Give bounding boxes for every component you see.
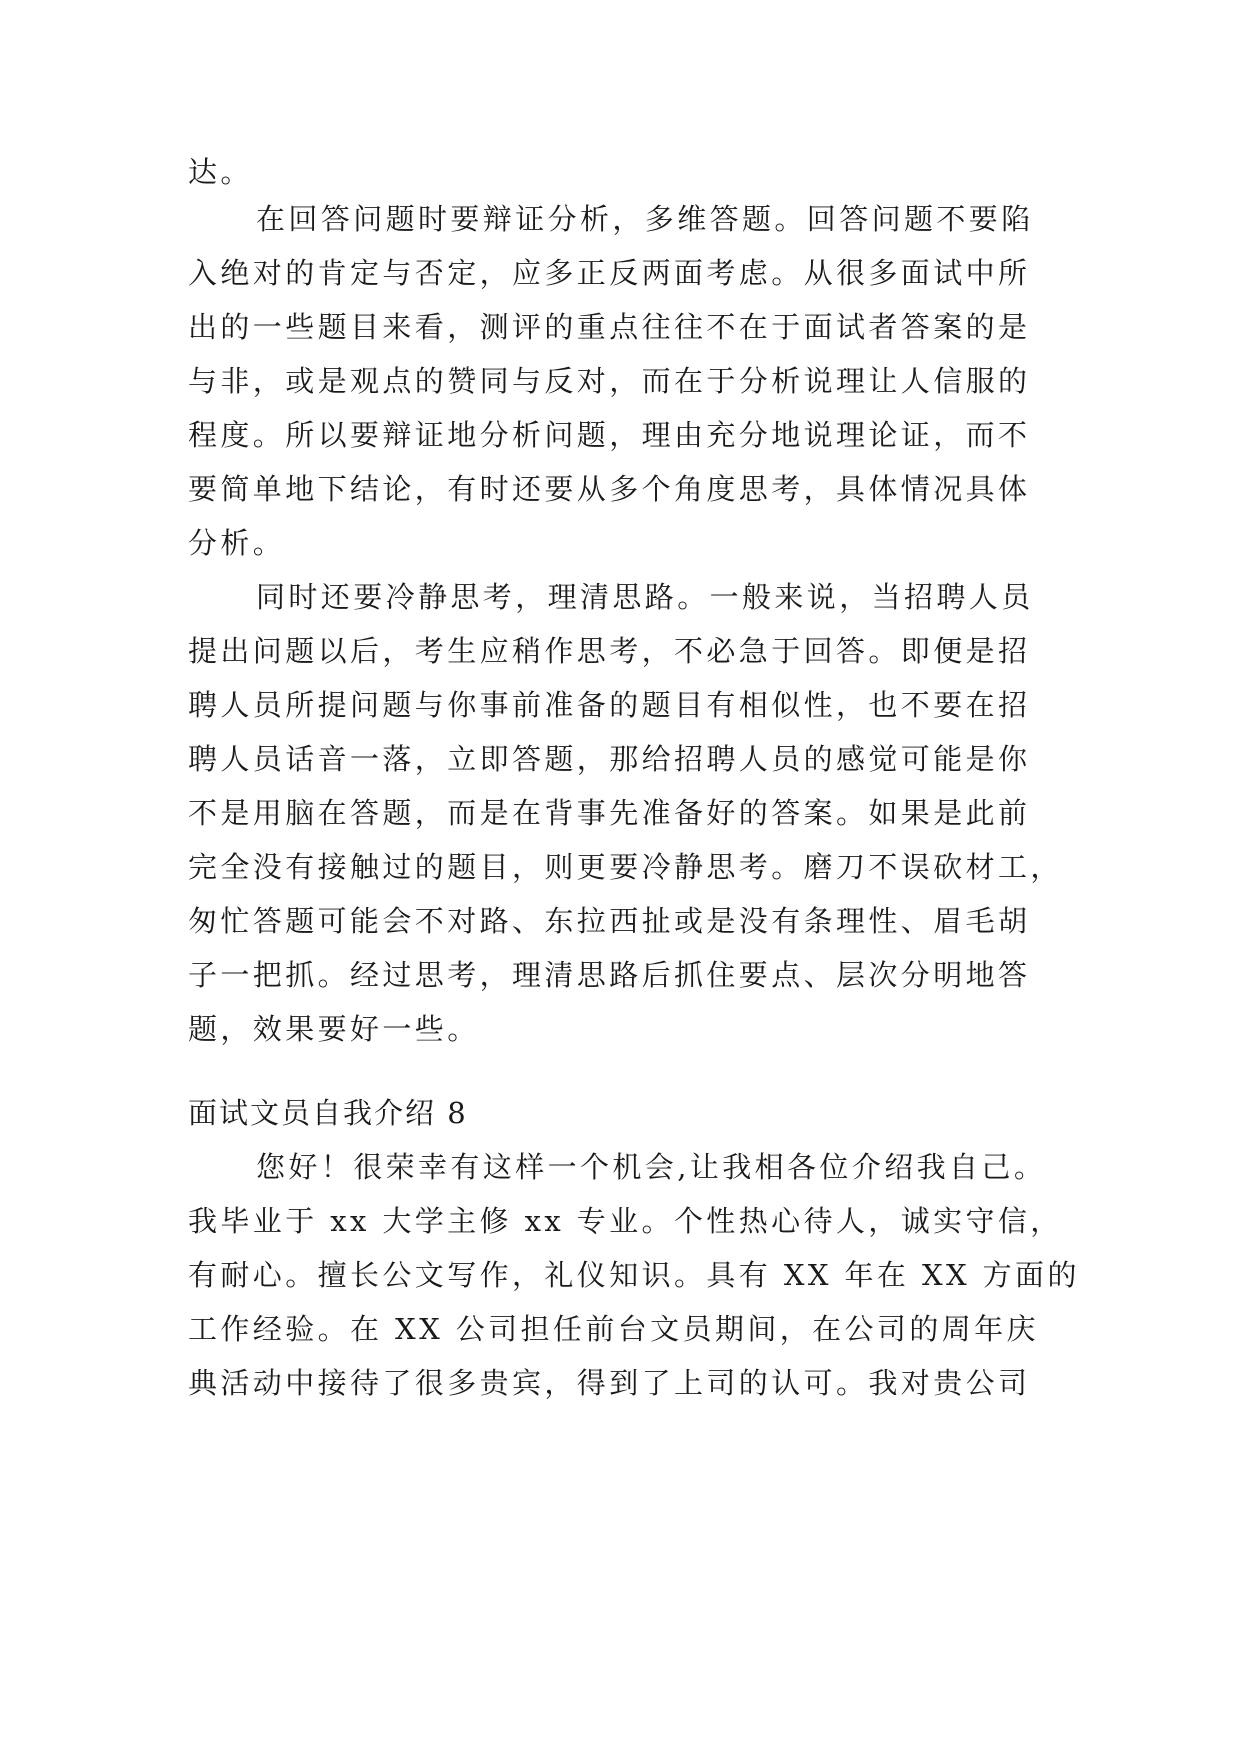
paragraph-line: 提出问题以后，考生应稍作思考，不必急于回答。即便是招 — [188, 634, 1031, 668]
paragraph-line: 我毕业于 xx 大学主修 xx 专业。个性热心待人，诚实守信， — [188, 1204, 1063, 1238]
paragraph-line: 达。 — [188, 155, 253, 189]
paragraph-line: 子一把抓。经过思考，理清思路后抓住要点、层次分明地答 — [188, 958, 1031, 992]
paragraph-line: 分析。 — [188, 526, 286, 560]
paragraph-line: 题，效果要好一些。 — [188, 1012, 480, 1046]
paragraph-line: 入绝对的肯定与否定，应多正反两面考虑。从很多面试中所 — [188, 256, 1031, 290]
paragraph-line: 在回答问题时要辩证分析，多维答题。回答问题不要陷 — [256, 202, 1034, 236]
paragraph-line: 您好！很荣幸有这样一个机会,让我相各位介绍我自己。 — [256, 1150, 1047, 1184]
paragraph-line: 与非，或是观点的赞同与反对，而在于分析说理让人信服的 — [188, 364, 1031, 398]
paragraph-line: 聘人员所提问题与你事前准备的题目有相似性，也不要在招 — [188, 688, 1031, 722]
paragraph-line: 出的一些题目来看，测评的重点往往不在于面试者答案的是 — [188, 310, 1031, 344]
paragraph-line: 程度。所以要辩证地分析问题，理由充分地说理论证，而不 — [188, 418, 1031, 452]
paragraph-line: 聘人员话音一落，立即答题，那给招聘人员的感觉可能是你 — [188, 742, 1031, 776]
paragraph-line: 工作经验。在 XX 公司担任前台文员期间，在公司的周年庆 — [188, 1312, 1039, 1346]
paragraph-line: 要简单地下结论，有时还要从多个角度思考，具体情况具体 — [188, 472, 1031, 506]
paragraph-line: 同时还要冷静思考，理清思路。一般来说，当招聘人员 — [256, 580, 1034, 614]
paragraph-line: 典活动中接待了很多贵宾，得到了上司的认可。我对贵公司 — [188, 1366, 1031, 1400]
section-heading: 面试文员自我介绍 8 — [188, 1096, 468, 1130]
paragraph-line: 有耐心。擅长公文写作，礼仪知识。具有 XX 年在 XX 方面的 — [188, 1258, 1080, 1292]
paragraph-line: 不是用脑在答题，而是在背事先准备好的答案。如果是此前 — [188, 796, 1031, 830]
paragraph-line: 匆忙答题可能会不对路、东拉西扯或是没有条理性、眉毛胡 — [188, 904, 1031, 938]
paragraph-line: 完全没有接触过的题目，则更要冷静思考。磨刀不误砍材工， — [188, 850, 1063, 884]
